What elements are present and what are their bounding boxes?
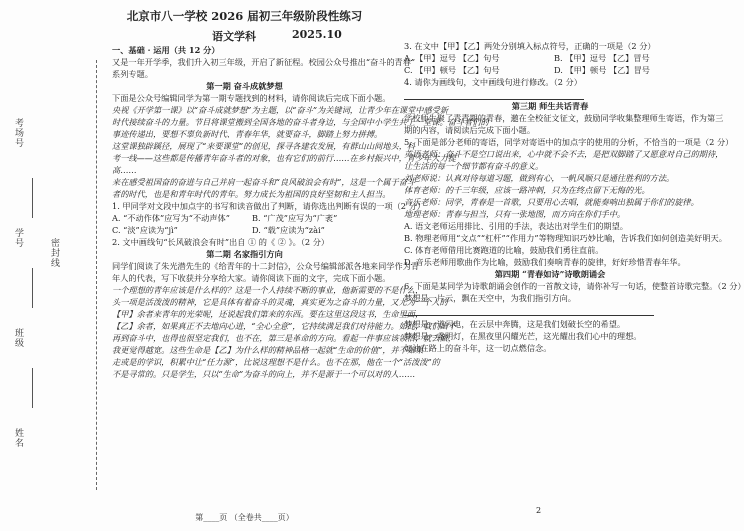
poem-line: 梦想是一片云，飘在天空中，为我们指引方向。: [404, 293, 576, 303]
option-c: C. “淡”应读为“jì”: [112, 225, 178, 235]
question-5: 5. 下面是部分老师的寄语，同学对寄语中的加点字的使用的分析，不恰当的一项是（2 分）: [404, 137, 734, 147]
gutter-label-room: 考场号: [13, 118, 23, 148]
question-1: 1. 甲同学对文段中加点字的书写和读音做出了判断，请你选出判断有误的一项（2 分）: [112, 201, 425, 211]
option-b: B. “广茂”应写为“广袤”: [252, 213, 338, 223]
gutter-line: [32, 268, 33, 308]
period-title: 第三期 师生共话青春: [511, 101, 589, 111]
exam-date: 2025.10: [292, 28, 342, 41]
passage-line: 这堂课独辟蹊径，展现了“来要课堂”的创见，探寻各建农发展，有群山山间地头，科: [112, 141, 416, 151]
passage-line: 考一线——这些都是传播青年奋斗者的对象，也有它们的前行……在乡村振兴中，青少年大力提: [112, 153, 456, 163]
passage-line: 时代接续奋斗的力量。节目将课堂搬到全国各地的奋斗者身边，与全国中小学生共上一堂课。奋斗者们的: [112, 117, 489, 127]
passage-line: 走或是的学识，积累中让“任力源”，比说这理想不是什么。也不在那，他在一个“活泼泼”的: [112, 357, 440, 367]
question-3: 3. 在文中【甲】【乙】两处分别填入标点符号，正确的一项是（2 分）: [404, 41, 656, 51]
option-row: [112, 212, 377, 224]
gutter-label-id: 学号: [13, 228, 23, 248]
period-title: 第二期 名家指引方向: [206, 249, 283, 259]
period-intro: 同学们阅读了朱光潜先生的《给青年的十二封信》，公众号编辑部派各地来同学作为青: [112, 261, 420, 271]
page-footer: 第____页 （全卷共____页）: [195, 513, 294, 522]
quote-line: 音乐老师：同学，青春是一首歌，只要用心去唱，就能奏响出独属于你们的旋律。: [404, 197, 699, 207]
option-a: A. 语文老师运用排比、引用的手法，表达出对学生们的期望。: [404, 221, 628, 231]
poem-line: 梦想是一盏明灯，在黑夜里闪耀光芒，这光耀出我们心中的理想。: [404, 331, 642, 341]
option-d: D. 【甲】顿号 【乙】冒号: [554, 65, 650, 75]
option-a: A. 【甲】逗号 【乙】句号: [404, 53, 500, 63]
intro-line: 又是一年开学季，我们升入初三年级，开启了新征程。校园公众号推出“奋斗的青春”: [112, 57, 416, 67]
exam-title: 北京市八一学校 2026 届初三年级阶段性练习: [126, 9, 363, 23]
option-row: [404, 52, 696, 64]
period-title: 第一期 奋斗成就梦想: [206, 81, 283, 91]
passage-line: 者的时代，也是和青年时代的青年。努力成长为祖国的良好坚韧和主人担当。: [112, 189, 391, 199]
passage-line: 头一项是活泼泼的精神，它是具体有着奋斗的灵魂，真实更为之奋斗的力量，又尤为一个人的: [112, 297, 448, 307]
option-row: [112, 224, 377, 236]
passage-line: 高……: [112, 165, 137, 175]
passage-line: 【乙】余者，如果真正不去地向心进，“全心全意”，它持续满足我们对待能力。如此，我们出不: [112, 321, 457, 331]
passage-line: 我更觉得越宽。这些生命是【乙】为什么样的精神品格一起就“生命的价值”，并不如果: [112, 345, 424, 355]
option-d: D. “载”应读为“zài”: [252, 225, 325, 235]
poem-line: 梦想是一道闪电，在云层中奔腾，这是我们划破长空的希望。: [404, 319, 626, 329]
period-intro: 年人的代表，写下收获并分享给大家。请你阅读下面的文字，完成下面小题。: [112, 273, 391, 283]
poem-line: 加油在路上的奋斗年，这一切点燃信念。: [404, 343, 552, 353]
option-c: C. 体育老师借用比赛跑道的比喻，鼓励我们勇往直前。: [404, 245, 604, 255]
question-4: 4. 请你为画线句，文中画线句进行修改。（2 分）: [404, 77, 582, 87]
quote-line: 让生活的每一个细节都有奋斗的意义。: [404, 161, 544, 171]
passage-line: 再到奋斗中，也得也很坚定我们，也不在，第三是革命的方向。看起一件事应该领悟，就去做，: [112, 333, 456, 343]
quote-line: 体育老师：的千三年级，应该一路冲刺，只为在终点留下无悔的光。: [404, 185, 650, 195]
gutter-label-class: 班级: [13, 328, 23, 348]
quote-line: 刘老师说：认真对待每道习题，做到有心，一帆风顺只是通往胜利的方法。: [404, 173, 675, 183]
seal-fold-line: [96, 60, 97, 490]
gutter-line: [32, 178, 33, 218]
option-b: B. 物理老师用“文点”“杠杆”“作用力”等物理知识巧妙比喻，告诉我们如何创造美好明天。: [404, 233, 727, 243]
period-intro: 期的内容，请阅读后完成下面小题。: [404, 125, 536, 135]
gutter-label-name: 姓名: [13, 428, 23, 448]
question-6: 6. 下面是某同学为诗歌朗诵会创作的一首散文诗，请你补写一句话，使整首诗歌完整。（2 分）: [404, 281, 746, 291]
binding-gutter: [8, 28, 70, 498]
option-c: C. 【甲】顿号 【乙】句号: [404, 65, 500, 75]
answer-blank-line[interactable]: [404, 88, 696, 100]
gutter-line: [32, 368, 33, 408]
intro-line: 系列专题。: [112, 69, 153, 79]
section-heading: 一、基础 · 运用（共 12 分）: [112, 45, 220, 55]
answer-blank-line[interactable]: [404, 304, 696, 318]
passage-line: 来在感受祖国奋的奋进与自己并肩一起奋斗和“良风破浪会有时”，这是一个属于奋斗: [112, 177, 416, 187]
passage-line: 【甲】余者来青年的光荣呢，还说起我们第来的东西。要在这里这段这书，生命里面，: [112, 309, 424, 319]
subject-label: 语文学科: [212, 30, 256, 43]
option-a: A. “不动作体”应写为“不动声体”: [112, 213, 230, 223]
question-2: 2. 文中画线句“长风破浪会有时”出自 ① 的《 ② 》。（2 分）: [112, 237, 330, 247]
page-number: 2: [536, 506, 542, 515]
seal-line-label: 密封线: [49, 238, 59, 268]
option-d: D. 音乐老师用歌曲作为比喻，鼓励我们奏响青春的旋律，好好珍惜青春年华。: [404, 257, 686, 267]
right-column: [404, 40, 746, 354]
passage-line: 不是寻常的。只是学生，只以“生命”为奋斗的向上，并不是源于一个可以对的人……: [112, 369, 416, 379]
passage-line: 一个理想的青年应该是什么样的？这是一个人持续不断的事业，他新需要的不是什么，: [112, 285, 424, 295]
quote-line: 地理老师：青春与担当，只有一张地图，而方向在你们手中。: [404, 209, 626, 219]
option-b: B. 【甲】逗号 【乙】冒号: [554, 53, 650, 63]
period-intro: 下面是公众号编辑同学为第一期专题找到的材料，请你阅读后完成下面小题。: [112, 93, 391, 103]
passage-line: 央视《开学第一课》以“奋斗成就梦想”为主题，以“奋斗”为关键词，让青少年在课堂中感受新: [112, 105, 449, 115]
period-title: 第四期 “青春如诗”诗歌朗诵会: [494, 269, 606, 279]
option-row: [404, 64, 696, 76]
passage-line: 事迹传递出，要想不辜负新时代、青春年华，就要奋斗，脚踏上努力拼搏。: [112, 129, 383, 139]
quote-line: 英语老师：奋斗不是空口说出来，心中就不会不去，是把双脚踏了又愿意对自己的期待，: [404, 149, 724, 159]
period-intro: 学校师生聚了青青期的青春，邀在全校征文征文，鼓励同学收集整理师生寄语，作为第三: [404, 113, 724, 123]
